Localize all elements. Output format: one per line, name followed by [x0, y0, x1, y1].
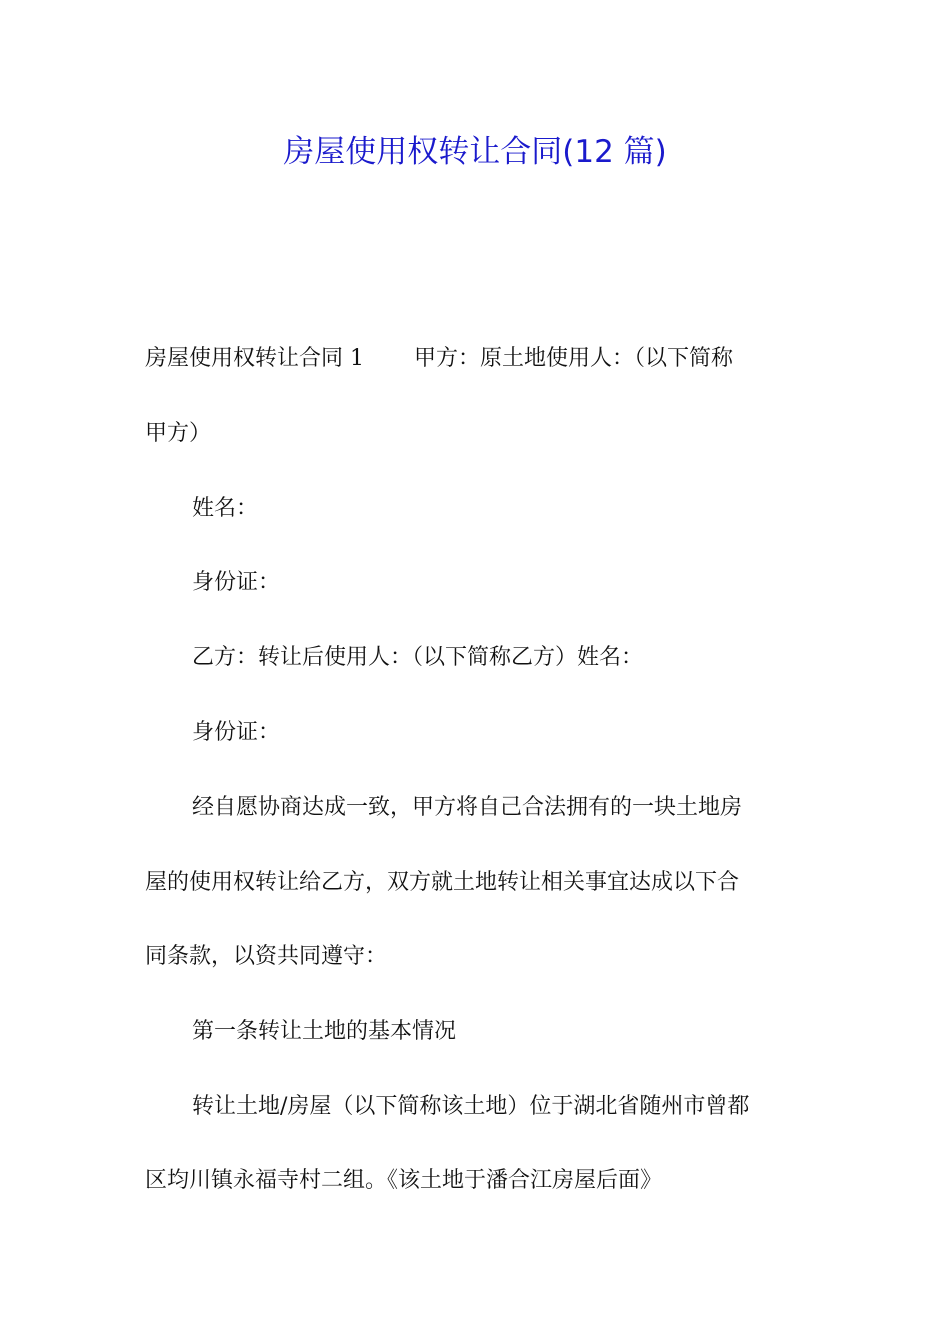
contract-heading: 房屋使用权转让合同 1	[145, 346, 364, 371]
paragraph-1-line-2: 屋的使用权转让给乙方，双方就土地转让相关事宜达成以下合	[145, 870, 740, 895]
party-a-suffix: 甲方）	[145, 421, 212, 446]
paragraph-2-line-2: 区均川镇永福寺村二组。《该土地于潘合江房屋后面》	[145, 1168, 663, 1193]
paragraph-1-line-3: 同条款，以资共同遵守：	[145, 944, 388, 969]
paragraph-2-line-1: 转让土地/房屋（以下简称该土地）位于湖北省随州市曾都	[192, 1094, 750, 1119]
party-b-line: 乙方：转让后使用人：（以下简称乙方）姓名：	[192, 645, 644, 670]
contract-heading-line	[145, 344, 733, 374]
article-1-heading: 第一条转让土地的基本情况	[192, 1019, 457, 1044]
party-a-intro: 甲方：原土地使用人：（以下简称	[414, 346, 734, 371]
paragraph-1-line-1: 经自愿协商达成一致，甲方将自己合法拥有的一块土地房	[192, 795, 743, 820]
id-label-party-a: 身份证：	[192, 570, 281, 595]
document-title: 房屋使用权转让合同(12 篇)	[283, 134, 667, 170]
id-label-party-b: 身份证：	[192, 720, 281, 745]
name-label: 姓名：	[192, 496, 259, 521]
